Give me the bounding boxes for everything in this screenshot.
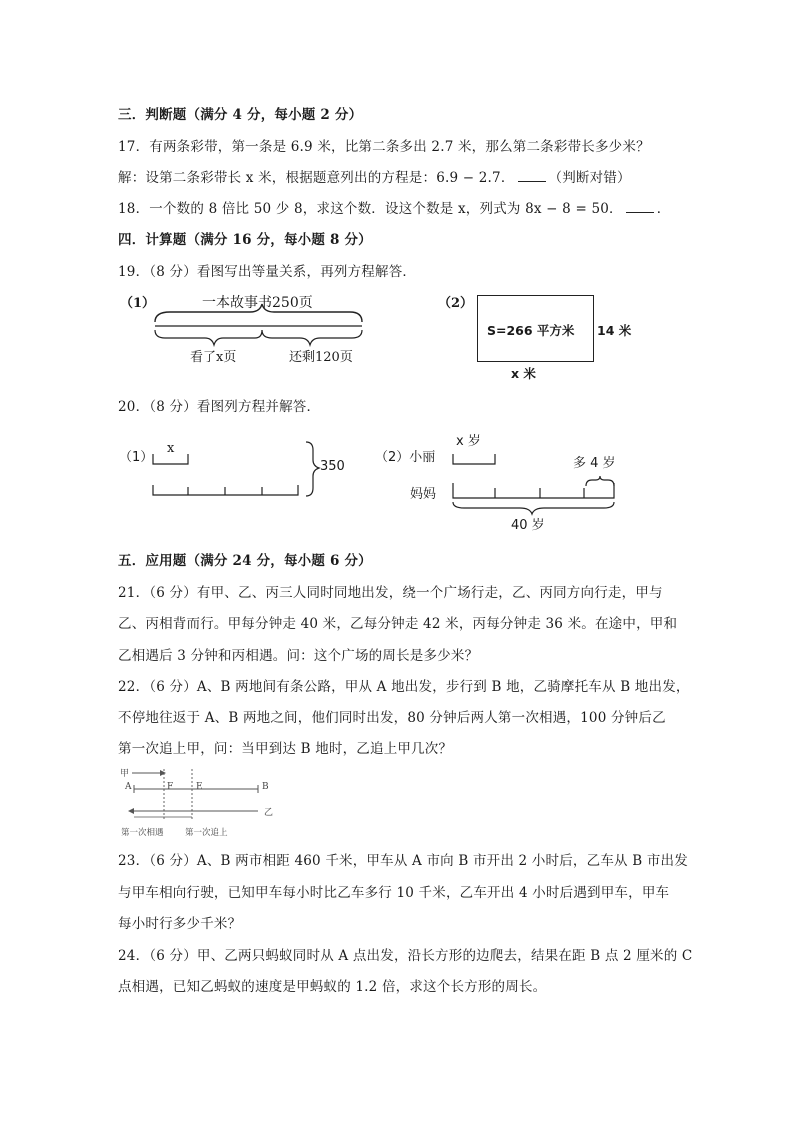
q18-answer-blank[interactable] (626, 200, 654, 213)
question-23-line-2: 与甲车相向行驶，已知甲车每小时比乙车多行 10 千米，乙车开出 4 小时后遇到甲车，甲车 (118, 885, 670, 901)
question-17-equation (118, 166, 631, 186)
question-23-line-1: 23．（6 分）A、B 两市相距 460 千米，甲车从 A 市向 B 市开出 2 小时后，乙车从 B 市出发 (118, 853, 688, 869)
q20-fig2-mom-label: 妈妈 (410, 487, 437, 502)
q19-fig2-label: （2） (438, 296, 474, 311)
q22-e-label: E (196, 782, 203, 792)
q22-yi-label: 乙 (264, 808, 274, 818)
q20-fig1-x-label: x (167, 441, 175, 456)
question-22-line-2: 不停地往返于 A、B 两地之间，他们同时出发，80 分钟后两人第一次相遇，100 分钟后乙 (118, 710, 666, 726)
q17-equation-text: 解：设第二条彩带长 x 米，根据题意列出的方程是：6.9 − 2.7． (118, 170, 515, 186)
q20-xiaoli-segment (453, 454, 495, 464)
q19-area-label: S=266 平方米 (487, 323, 575, 338)
q20-fig2-x-label: x 岁 (456, 434, 481, 449)
section-4-title: 四．计算题（满分 16 分，每小题 8 分） (118, 232, 372, 248)
q22-a-label: A (125, 782, 132, 792)
q19-fig1-top-label: 一本故事书250页 (202, 295, 313, 311)
q19-fig1-bottom-left-label: 看了x页 (190, 350, 237, 365)
q19-bottom-left-brace (155, 330, 262, 345)
q19-height-label: 14 米 (597, 323, 632, 338)
q22-catch-label: 第一次追上 (185, 828, 228, 838)
q17-judge-hint: （判断对错） (548, 170, 631, 186)
question-17-text: 17．有两条彩带，第一条是 6.9 米，比第二条多出 2.7 米，那么第二条彩带长多少米？ (118, 139, 650, 155)
section-3-title: 三．判断题（满分 4 分，每小题 2 分） (118, 107, 363, 123)
q20-fig2-segments (450, 450, 630, 520)
question-22-line-1: 22．（6 分）A、B 两地间有条公路，甲从 A 地出发，步行到 B 地，乙骑摩托车从 B 地出发， (118, 679, 690, 695)
q18-text: 18．一个数的 8 倍比 50 少 8，求这个数．设这个数是 x，列式为 8x − 8 = 50． (118, 201, 623, 217)
q19-width-label: x 米 (511, 366, 536, 381)
q22-b-label: B (262, 782, 269, 792)
q19-fig1-label: （1） (120, 296, 156, 311)
q19-bottom-right-brace (262, 330, 362, 345)
q22-f-label: F (167, 782, 174, 792)
question-23-line-3: 每小时行多少千米？ (118, 916, 242, 932)
q22-meet-label: 第一次相遇 (121, 828, 164, 838)
q20-fig1-total-label: 350 (320, 459, 345, 474)
q20-total-brace (453, 502, 614, 514)
question-18-text (118, 197, 670, 217)
section-5-title: 五．应用题（满分 24 分，每小题 6 分） (118, 553, 372, 569)
q20-more-brace (586, 476, 614, 486)
question-21-line-3: 乙相遇后 3 分钟和丙相遇。问：这个广场的周长是多少米？ (118, 648, 479, 664)
q18-end: ． (656, 201, 671, 217)
q20-mom-segment (453, 483, 614, 498)
question-24-line-1: 24．（6 分）甲、乙两只蚂蚁同时从 A 点出发，沿长方形的边爬去，结果在距 B 点 2 厘米的 C (118, 948, 693, 964)
question-20-text: 20．（8 分）看图列方程并解答． (118, 399, 321, 415)
q20-fig2-total-label: 40 岁 (511, 518, 545, 533)
question-22-line-3: 第一次追上甲，问：当甲到达 B 地时，乙追上甲几次？ (118, 741, 453, 757)
q20-fig2-label: （2）小丽 (375, 450, 436, 465)
question-24-line-2: 点相遇，已知乙蚂蚁的速度是甲蚂蚁的 1.2 倍，求这个长方形的周长。 (118, 979, 547, 995)
q17-answer-blank[interactable] (518, 169, 546, 182)
q22-jia-label: 甲 (120, 769, 130, 779)
question-19-text: 19．（8 分）看图写出等量关系，再列方程解答． (118, 264, 417, 280)
q20-fig1-label: （1） (119, 450, 154, 465)
question-21-line-2: 乙、丙相背而行。甲每分钟走 40 米，乙每分钟走 42 米，丙每分钟走 36 米。在途中，甲和 (118, 616, 678, 632)
q20-total-brace (306, 442, 319, 496)
q19-fig1-bottom-right-label: 还剩120页 (289, 350, 353, 365)
question-21-line-1: 21．（6 分）有甲、乙、丙三人同时同地出发，绕一个广场行走，乙、丙同方向行走，甲与 (118, 585, 663, 601)
q20-fig2-more-label: 多 4 岁 (573, 456, 616, 471)
